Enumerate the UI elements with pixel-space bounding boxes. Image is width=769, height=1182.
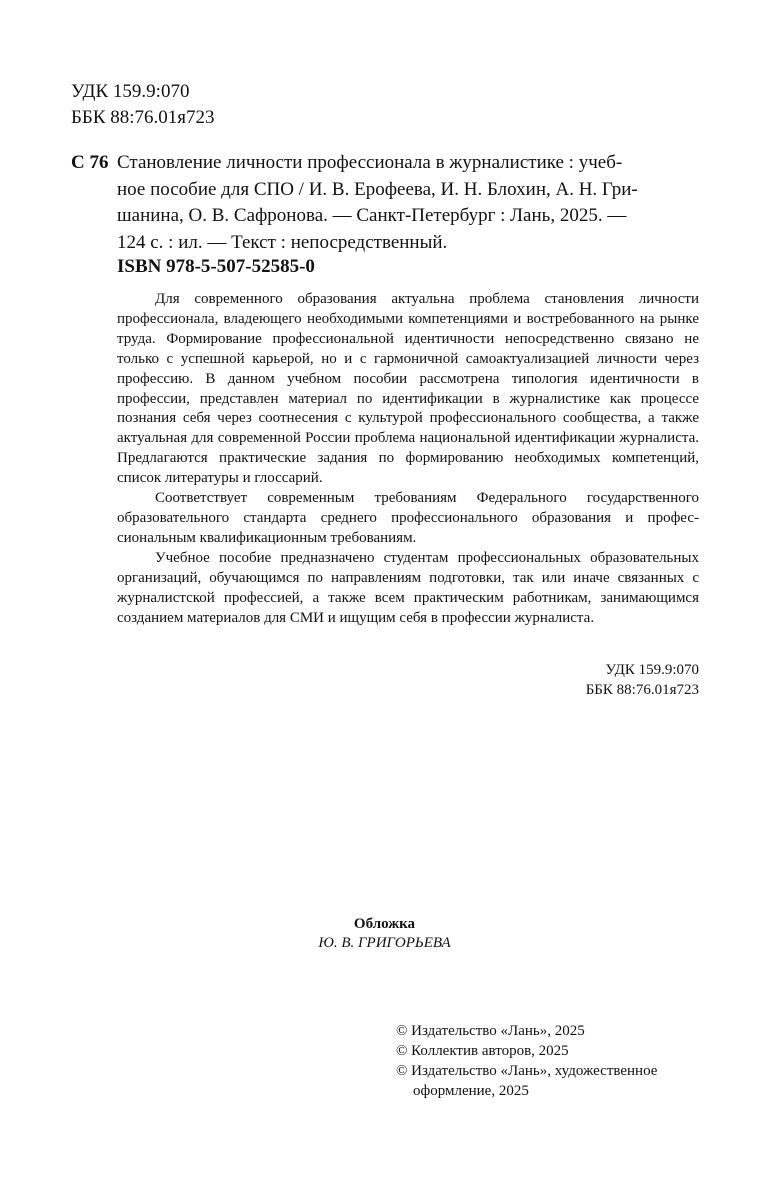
isbn: ISBN 978-5-507-52585-0 — [117, 256, 315, 277]
author-mark: С 76 — [71, 152, 109, 173]
entry-line: Становление личности профессионала в журналистике : учеб- — [117, 152, 623, 173]
udk-code: УДК 159.9:070 — [71, 81, 190, 102]
annotation-paragraph: Соответствует современным требованиям Федерального государственного образовательного стандарта среднего профессионального образования и профессиональным квалификационным требованиям. — [117, 490, 699, 546]
annotation-paragraph: Учебное пособие предназначено студентам профессиональных образовательных организаций, обучающимся по направлениям подготовки, так или иначе связанных с журналистской профессией, а также всем практическим работникам, занимающимся созданием материалов для СМИ и ищущим себя в профессии журналиста. — [117, 549, 699, 626]
top-classification — [71, 79, 215, 131]
bbk-code: ББК 88:76.01я723 — [585, 682, 699, 698]
entry-line: ное пособие для СПО / И. В. Ерофеева, И. Н. Блохин, А. Н. Гри- — [117, 178, 638, 200]
copyright-line: оформление, 2025 — [413, 1083, 529, 1099]
cover-label: Обложка — [353, 916, 416, 932]
copyright-line: © Коллектив авторов, 2025 — [396, 1043, 569, 1059]
copyright-block — [396, 1021, 657, 1101]
bbk-code: ББК 88:76.01я723 — [71, 107, 215, 128]
bibliographic-entry — [71, 150, 704, 256]
annotation-paragraph: Для современного образования актуальна проблема становления личности профессионала, владеющего необходимыми компетенциями и востребованного на рынке труда. Формирование профессиональной идентичности непосредственно связано не только с успешной карьерой, но и с гармоничной самоактуализацией личности через профессию. В данном учебном пособии рассмотрена типология идентичности в профессии, представлен материал по идентификации в журналистике как процессе познания себя через соотнесения с культурой профессионального сообщества, а также актуальная для современной России проблема национальной идентификации журналиста. Предлагаются практические задания по формированию необходимых компетенций, список литературы и глоссарий. — [117, 291, 699, 487]
entry-line: 124 с. : ил. — Текст : непосредственный. — [117, 231, 448, 253]
copyright-line: © Издательство «Лань», художественное — [396, 1063, 658, 1079]
cover-credit — [0, 915, 769, 953]
udk-code: УДК 159.9:070 — [605, 662, 699, 678]
entry-body — [117, 150, 704, 256]
copyright-line: © Издательство «Лань», 2025 — [396, 1023, 585, 1039]
cover-designer: Ю. В. ГРИГОРЬЕВА — [318, 935, 451, 951]
entry-line: шанина, О. В. Сафронова. — Санкт-Петербург : Лань, 2025. — — [117, 205, 627, 226]
annotation — [117, 290, 699, 628]
bottom-classification — [586, 660, 699, 700]
